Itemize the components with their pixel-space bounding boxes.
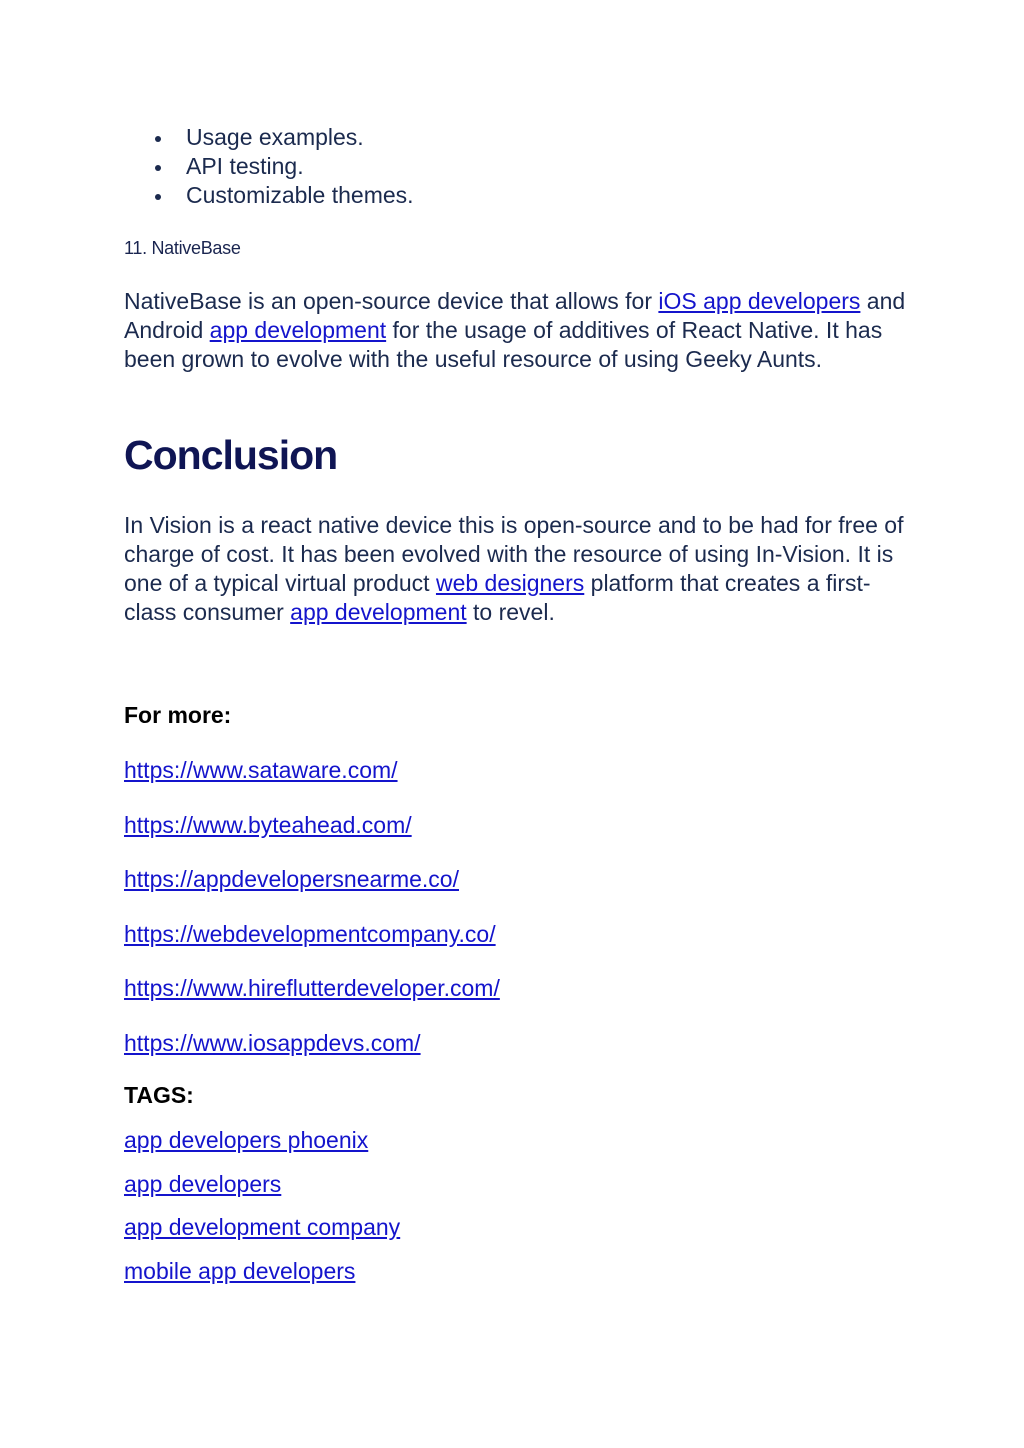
- webdevelopmentcompany-link[interactable]: https://webdevelopmentcompany.co/: [124, 920, 496, 947]
- paragraph-text: and Android: [124, 288, 906, 343]
- paragraph-text: for the usage of additives of React Native. It has been grown to evolve with the useful resource of using Geeky Aunts.: [124, 317, 883, 372]
- iosappdevs-link[interactable]: https://www.iosappdevs.com/: [124, 1029, 421, 1056]
- list-item: [124, 1126, 400, 1170]
- tag-link[interactable]: app developers phoenix: [124, 1127, 369, 1153]
- tag-link[interactable]: app development company: [124, 1214, 401, 1241]
- list-item: [124, 1213, 400, 1257]
- list-item: [124, 756, 500, 811]
- bullet-dot-icon: [155, 165, 161, 171]
- bullet-text: API testing.: [186, 153, 304, 179]
- list-item: [124, 865, 500, 920]
- tag-link[interactable]: app developers: [124, 1170, 282, 1197]
- list-item: [124, 1029, 500, 1084]
- nativebase-paragraph: [124, 287, 914, 374]
- appdevelopersnearme-link[interactable]: https://appdevelopersnearme.co/: [124, 866, 459, 892]
- feature-bullet-list: [124, 123, 414, 210]
- list-item: [124, 1257, 400, 1301]
- bullet-dot-icon: [155, 136, 161, 142]
- paragraph-text: NativeBase is an open-source device that allows for: [124, 288, 659, 314]
- bullet-text: Usage examples.: [186, 124, 364, 150]
- paragraph-text: platform that creates a first-class consumer: [124, 570, 871, 625]
- sataware-link[interactable]: https://www.sataware.com/: [124, 757, 398, 783]
- paragraph-text: to revel.: [466, 599, 555, 625]
- conclusion-heading: Conclusion: [124, 432, 338, 478]
- bullet-text: Customizable themes.: [186, 182, 414, 208]
- bullet-item: [124, 181, 414, 210]
- url-link-list: [124, 756, 500, 1083]
- for-more-label: For more:: [124, 702, 232, 728]
- hireflutterdeveloper-link[interactable]: https://www.hireflutterdeveloper.com/: [124, 975, 500, 1001]
- app-development-link[interactable]: app development: [209, 317, 387, 343]
- ios-app-developers-link[interactable]: iOS app developers: [658, 288, 861, 314]
- bullet-dot-icon: [155, 194, 161, 200]
- tag-link-list: [124, 1126, 400, 1301]
- app-development-link-2[interactable]: app development: [290, 599, 467, 625]
- tag-link[interactable]: mobile app developers: [124, 1258, 356, 1285]
- list-item: [124, 920, 500, 975]
- conclusion-paragraph: [124, 511, 914, 627]
- list-item: [124, 811, 500, 866]
- byteahead-link[interactable]: https://www.byteahead.com/: [124, 811, 412, 838]
- list-item: [124, 974, 500, 1029]
- section-subheading: 11. NativeBase: [124, 238, 241, 258]
- paragraph-text: In Vision is a react native device this is open-source and to be had for free of charge of cost. It has been evolved with the resource of using In-Vision. It is one of a typical virtual product: [124, 512, 904, 596]
- bullet-item: [124, 123, 414, 152]
- list-item: [124, 1170, 400, 1214]
- tags-label: TAGS:: [124, 1082, 194, 1108]
- web-designers-link[interactable]: web designers: [435, 570, 585, 596]
- bullet-item: [124, 152, 414, 181]
